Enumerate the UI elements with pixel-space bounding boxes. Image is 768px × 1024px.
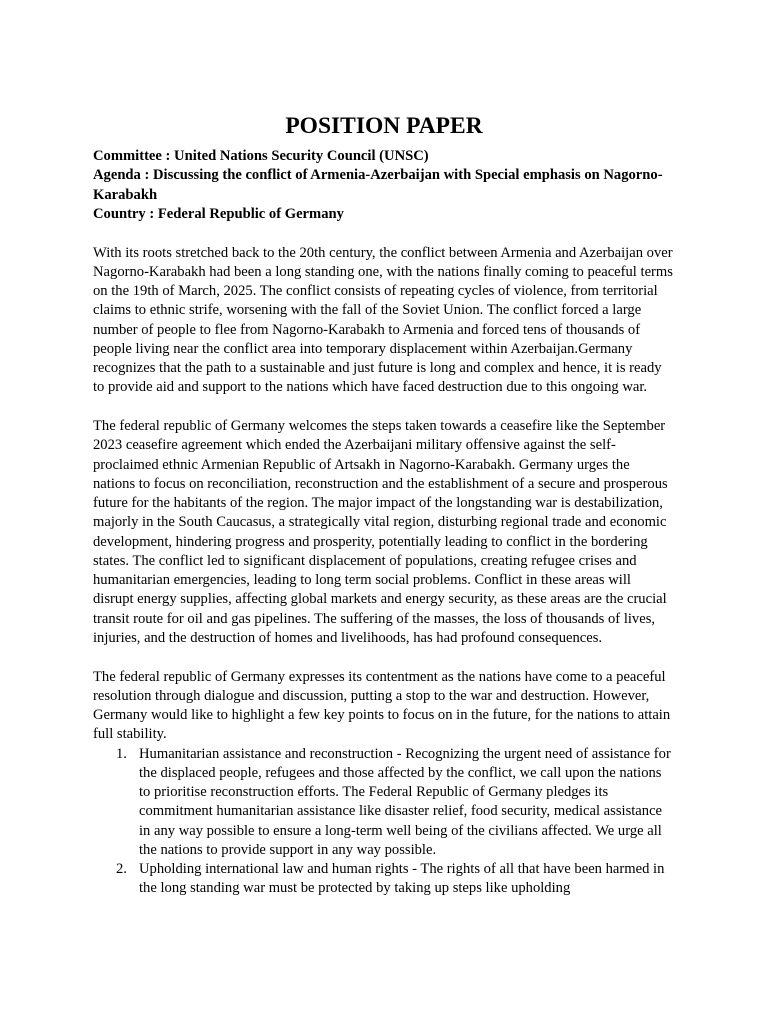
list-item-number: 2. <box>116 861 127 878</box>
committee-line: Committee : United Nations Security Council (UNSC) <box>93 148 429 164</box>
body-paragraph: The federal republic of Germany expresses its contentment as the nations have come to a peaceful resolution through dialogue and discussion, putting a stop to the war and destruction. However, Germany would like to highlight a few key points to focus on in the future, for the nations to attain full stability. <box>93 668 671 743</box>
list-item-text: Upholding international law and human rights - The rights of all that have been harmed in the long standing war must be protected by taking up steps like upholding <box>139 861 665 897</box>
body-paragraph: The federal republic of Germany welcomes the steps taken towards a ceasefire like the September 2023 ceasefire agreement which ended the Azerbaijani military offensive against the self-proclaimed ethnic Armenian Republic of Artsakh in Nagorno-Karabakh. Germany urges the nations to focus on reconciliation, reconstruction and the establishment of a secure and prosperous future for the habitants of the region. The major impact of the longstanding war is destabilization, majorly in the South Caucasus, a strategically vital region, disturbing regional trade and economic development, hindering progress and prosperity, potentially leading to conflict in the bordering states. The conflict led to significant displacement of populations, creating refugee crises and humanitarian emergencies, leading to long term social problems. Conflict in these areas will disrupt energy supplies, affecting global markets and energy security, as these areas are the crucial transit route for oil and gas pipelines. The suffering of the masses, the loss of thousands of lives, injuries, and the destruction of homes and livelihoods, has had profound consequences. <box>93 418 668 646</box>
list-item <box>93 860 673 899</box>
paper-metadata <box>93 147 673 225</box>
country-line: Country : Federal Republic of Germany <box>93 206 344 223</box>
page-title: POSITION PAPER <box>285 113 483 139</box>
key-points-list <box>93 745 673 899</box>
document-content <box>93 111 673 899</box>
list-item <box>93 745 673 861</box>
list-item-number: 1. <box>116 745 127 762</box>
body-paragraph: With its roots stretched back to the 20th century, the conflict between Armenia and Azerbaijan over Nagorno-Karabakh had been a long standing one, with the nations finally coming to peaceful terms on the 19th of March, 2025. The conflict consists of repeating cycles of violence, from territorial claims to ethnic strife, worsening with the fall of the Soviet Union. The conflict forced a large number of people to flee from Nagorno-Karabakh to Armenia and forced tens of thousands of people living near the conflict area into temporary displacement within Azerbaijan.Germany recognizes that the path to a sustainable and just future is long and complex and hence, it is ready to provide aid and support to the nations which have faced destruction due to this ongoing war. <box>93 244 673 396</box>
list-item-text: Humanitarian assistance and reconstruction - Recognizing the urgent need of assistance for the displaced people, refugees and those affected by the conflict, we call upon the nations to prioritise reconstruction efforts. The Federal Republic of Germany pledges its commitment humanitarian assistance like disaster relief, food security, medical assistance in any way possible to ensure a long-term well being of the civilians affected. We urge all the nations to provide support in any way possible. <box>139 745 671 858</box>
agenda-line: Agenda : Discussing the conflict of Armenia-Azerbaijan with Special emphasis on Nagorno-Karabakh <box>93 167 663 203</box>
